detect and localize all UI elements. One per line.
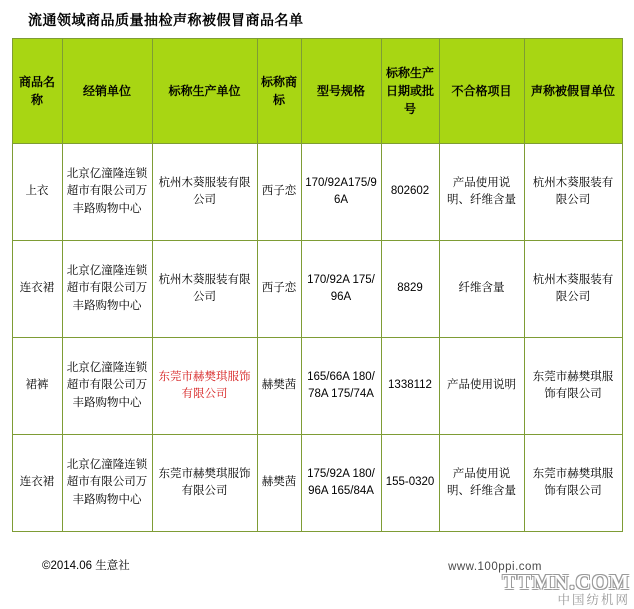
cell-model: 170/92A 175/96A	[301, 241, 381, 338]
cell-product-name: 裙裤	[12, 338, 62, 435]
cell-claimed-company: 杭州木葵服装有限公司	[524, 241, 622, 338]
cell-product-name: 连衣裙	[12, 435, 62, 532]
cell-brand: 西子恋	[257, 144, 301, 241]
cell-batch: 8829	[381, 241, 439, 338]
cell-dealer: 北京亿潼隆连锁超市有限公司万丰路购物中心	[62, 435, 152, 532]
counterfeit-goods-table	[12, 38, 623, 532]
column-header-batch: 标称生产日期或批号	[381, 39, 439, 144]
column-header-model: 型号规格	[301, 39, 381, 144]
table-row	[12, 144, 622, 241]
watermark	[502, 571, 630, 607]
cell-defect: 纤维含量	[439, 241, 524, 338]
cell-producer: 东莞市赫樊琪服饰有限公司	[152, 338, 257, 435]
cell-batch: 802602	[381, 144, 439, 241]
cell-claimed-company: 东莞市赫樊琪服饰有限公司	[524, 435, 622, 532]
cell-batch: 155-0320	[381, 435, 439, 532]
cell-brand: 赫樊茜	[257, 338, 301, 435]
cell-product-name: 上衣	[12, 144, 62, 241]
cell-batch: 1338112	[381, 338, 439, 435]
cell-producer: 杭州木葵服装有限公司	[152, 144, 257, 241]
cell-producer: 东莞市赫樊琪服饰有限公司	[152, 435, 257, 532]
column-header-defect: 不合格项目	[439, 39, 524, 144]
watermark-main-text: TTMN.COM	[502, 569, 630, 594]
cell-producer: 杭州木葵服装有限公司	[152, 241, 257, 338]
cell-dealer: 北京亿潼隆连锁超市有限公司万丰路购物中心	[62, 144, 152, 241]
column-header-producer: 标称生产单位	[152, 39, 257, 144]
cell-brand: 西子恋	[257, 241, 301, 338]
cell-defect: 产品使用说明、纤维含量	[439, 435, 524, 532]
cell-dealer: 北京亿潼隆连锁超市有限公司万丰路购物中心	[62, 241, 152, 338]
cell-model: 175/92A 180/96A 165/84A	[301, 435, 381, 532]
watermark-sub-text: 中国纺机网	[557, 592, 630, 607]
cell-dealer: 北京亿潼隆连锁超市有限公司万丰路购物中心	[62, 338, 152, 435]
cell-brand: 赫樊茜	[257, 435, 301, 532]
cell-defect: 产品使用说明、纤维含量	[439, 144, 524, 241]
column-header-claimed-company: 声称被假冒单位	[524, 39, 622, 144]
table-row	[12, 241, 622, 338]
copyright-note: ©2014.06 生意社	[42, 560, 130, 572]
table-header	[12, 39, 622, 144]
site-url-watermark: www.100ppi.com	[448, 561, 542, 573]
column-header-dealer: 经销单位	[62, 39, 152, 144]
cell-model: 170/92A175/96A	[301, 144, 381, 241]
cell-product-name: 连衣裙	[12, 241, 62, 338]
cell-claimed-company: 东莞市赫樊琪服饰有限公司	[524, 338, 622, 435]
page-title: 流通领域商品质量抽检声称被假冒商品名单	[28, 12, 304, 28]
table-header-row	[12, 39, 622, 144]
column-header-product-name: 商品名称	[12, 39, 62, 144]
table-body	[12, 144, 622, 532]
cell-defect: 产品使用说明	[439, 338, 524, 435]
cell-claimed-company: 杭州木葵服装有限公司	[524, 144, 622, 241]
column-header-brand: 标称商标	[257, 39, 301, 144]
table-row	[12, 338, 622, 435]
cell-model: 165/66A 180/78A 175/74A	[301, 338, 381, 435]
table-row	[12, 435, 622, 532]
